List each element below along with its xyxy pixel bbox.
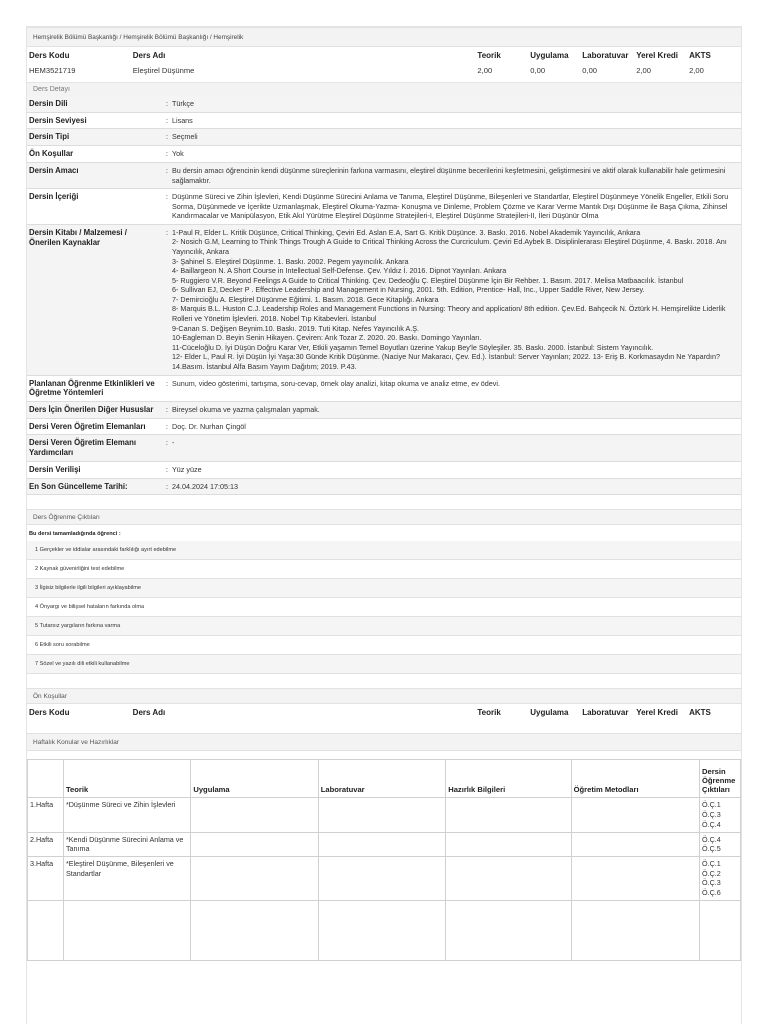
lab-cell — [318, 856, 445, 900]
detail-colon: : — [165, 481, 168, 491]
empty-cell — [63, 900, 190, 960]
detail-row — [27, 462, 741, 479]
detail-colon: : — [165, 438, 168, 448]
theory-cell: *Düşünme Süreci ve Zihin İşlevleri — [63, 798, 190, 832]
empty-cell — [318, 900, 445, 960]
detail-row — [27, 163, 741, 189]
detail-colon: : — [165, 378, 168, 388]
breadcrumb: Hemşirelik Bölümü Başkanlığı / Hemşirelik Bölümü Başkanlığı / Hemşirelik — [27, 27, 741, 47]
theory-cell: *Kendi Düşünme Sürecini Anlama ve Tanıma — [63, 832, 190, 856]
detail-row — [27, 419, 741, 436]
weekly-empty-row — [28, 900, 741, 960]
detail-label: Dersi Veren Öğretim Elemanı Yardımcıları — [29, 438, 137, 458]
empty-cell — [699, 900, 740, 960]
course-code: HEM3521719 — [29, 66, 76, 75]
detail-colon: : — [165, 464, 168, 474]
detail-label: Ders İçin Önerilen Diğer Hususlar — [29, 404, 154, 414]
weekly-topics-table — [27, 759, 741, 960]
detail-colon: : — [165, 99, 168, 108]
practice-cell — [191, 832, 318, 856]
detail-value: 24.04.2024 17:05:13 — [172, 481, 238, 491]
course-name: Eleştirel Düşünme — [132, 66, 195, 75]
week-cell: 2.Hafta — [28, 832, 64, 856]
detail-value: Düşünme Süreci ve Zihin İşlevleri, Kendi Düşünme Sürecini Anlama ve Tanıma, Eleştirel Düşünme, Bileşenleri ve Standartlar, Eleştirel Düşünmeye Yönelik Engeller, Etkili Soru Sorma, Düşünmede ve İçerikte Uzmanlaşmak, Eleştirel Okuma-Yazma- Konuşma ve Dinleme, Problem Çözme ve Karar Verme Mantık Dışı Düşünme ile Başa Çıkma, Zihinsel Kandırmacalar ve Manipülasyon, Etik Akıl Yürütme Eleştirel Düşünme Stratejileri-I, Eleştirel Düşünme Stratejileri-II, İleri Düşünür Olma — [172, 192, 729, 221]
detail-colon: : — [165, 192, 168, 202]
outcome-item: 4 Önyargı ve bilişsel hataların farkında olma — [27, 598, 741, 617]
empty-cell — [191, 900, 318, 960]
weekly-row — [28, 832, 741, 856]
weekly-section-title: Haftalık Konular ve Hazırlıklar — [27, 733, 741, 751]
method-cell — [571, 856, 699, 900]
prereq-header-cell: Ders Kodu — [29, 708, 70, 718]
local-credit: 2,00 — [636, 66, 651, 75]
summary-header-cell: Laboratuvar — [582, 51, 629, 60]
detail-value: Türkçe — [172, 99, 194, 108]
theory-hours: 2,00 — [477, 66, 493, 75]
week-cell: 3.Hafta — [28, 856, 64, 900]
lab-cell — [318, 832, 445, 856]
weekly-row — [28, 798, 741, 832]
detail-label: Dersin Seviyesi — [29, 115, 87, 125]
detail-value: Doç. Dr. Nurhan Çingöl — [172, 421, 246, 431]
detail-label: Dersi Veren Öğretim Elemanları — [29, 421, 146, 431]
weekly-header-row — [28, 760, 741, 798]
detail-colon: : — [165, 404, 168, 414]
prereq-header-cell: Uygulama — [530, 708, 569, 718]
ects: 2,00 — [689, 66, 704, 75]
weekly-header-cell: Teorik — [63, 760, 190, 798]
outcomes-cell: Ö.Ç.4 Ö.Ç.5 — [699, 832, 740, 856]
prereq-header-cell: Ders Adı — [132, 708, 166, 718]
detail-label: Dersin Amacı — [29, 165, 79, 175]
detail-label: Dersin İçeriği — [29, 192, 79, 202]
detail-value: - — [172, 438, 175, 448]
detail-value: Yüz yüze — [172, 464, 202, 474]
detail-label: Ön Koşullar — [29, 149, 74, 159]
outcomes-section-title: Ders Öğrenme Çıktıları — [27, 509, 741, 525]
prereq-header-cell: Laboratuvar — [582, 708, 629, 718]
document-frame — [26, 26, 742, 1024]
summary-header-row — [27, 47, 741, 64]
detail-colon: : — [165, 149, 168, 159]
detail-label: En Son Güncelleme Tarihi: — [29, 481, 128, 491]
weekly-header-cell: Hazırlık Bilgileri — [446, 760, 571, 798]
weekly-header-cell: Uygulama — [191, 760, 318, 798]
empty-cell — [571, 900, 699, 960]
preparation-cell — [446, 798, 571, 832]
detail-row — [27, 146, 741, 163]
detail-value: Lisans — [172, 115, 193, 125]
summary-header-cell: AKTS — [689, 51, 711, 60]
lab-hours: 0,00 — [582, 66, 598, 75]
empty-cell — [28, 900, 64, 960]
detail-section-title: Ders Detayı — [27, 82, 741, 96]
theory-cell: *Eleştirel Düşünme, Bileşenleri ve Standartlar — [63, 856, 190, 900]
detail-label: Planlanan Öğrenme Etkinlikleri ve Öğretme Yöntemleri — [29, 378, 155, 398]
prereq-table — [27, 704, 741, 721]
outcome-item: 1 Gerçekler ve iddialar arasındaki farklılığı ayırt edebilme — [27, 541, 741, 560]
weekly-header-cell: Dersin Öğrenme Çıktıları — [699, 760, 740, 798]
summary-header-cell: Ders Kodu — [29, 51, 70, 60]
detail-row — [27, 402, 741, 419]
detail-colon: : — [165, 132, 168, 142]
outcome-item: 6 Etkili soru sorabilme — [27, 636, 741, 655]
detail-row — [27, 435, 741, 461]
outcomes-cell: Ö.Ç.1 Ö.Ç.3 Ö.Ç.4 — [699, 798, 740, 832]
detail-value: Bireysel okuma ve yazma çalışmaları yapmak. — [172, 404, 320, 414]
detail-row — [27, 129, 741, 146]
prereq-header-cell: AKTS — [689, 708, 711, 718]
summary-header-cell: Teorik — [477, 51, 501, 60]
detail-row — [27, 96, 741, 113]
detail-row — [27, 189, 741, 225]
preparation-cell — [446, 832, 571, 856]
empty-cell — [446, 900, 571, 960]
lab-cell — [318, 798, 445, 832]
detail-label: Dersin Dili — [29, 99, 68, 108]
detail-value: Yok — [172, 149, 184, 159]
outcomes-list — [27, 541, 741, 674]
week-cell: 1.Hafta — [28, 798, 64, 832]
detail-row — [27, 225, 741, 376]
practice-cell — [191, 798, 318, 832]
detail-value: Bu dersin amacı öğrencinin kendi düşünme süreçlerinin farkına varmasını, eleştirel düşünme becerilerini keşfetmesini, geliştirmesini ve aktif olarak kullanabilir hale getirmesini sağlamaktır. — [172, 165, 726, 185]
weekly-header-cell — [28, 760, 64, 798]
outcome-item: 7 Sözel ve yazılı dili etkili kullanabilme — [27, 655, 741, 674]
prereq-header-row — [27, 704, 741, 721]
detail-colon: : — [165, 421, 168, 431]
detail-label: Dersin Tipi — [29, 132, 70, 142]
preparation-cell — [446, 856, 571, 900]
weekly-row — [28, 856, 741, 900]
detail-value: 1-Paul R, Elder L. Kritik Düşünce, Critical Thinking, Çeviri Ed. Aslan E.A, Sart G. Kritik Düşünce. 3. Baskı. 2016. Nobel Akademik Yayıncılık, Ankara 2- Nosich G.M, Learning to Think Things Trough A Guide to Critical Thinking Across the Curcriculum. Çeviri Ed.Aybek B. Disiplinlerarası Eleştirel Düşünme, 4. Baskı. 2018. Anı Yayıncılık, Ankara 3- Şahinel S. Eleştirel Düşünme. 1. Baskı. 2002. Pegem yayıncılık. Ankara 4- Baillargeon N. A Short Course in Intellectual Self-Defense. Çev. Yıldız İ. 2016. Dipnot Yayınları. Ankara 5- Ruggiero V.R. Beyond Feelings A Guide to Critical Thinking. Çev. Dedeoğlu Ç. Eleştirel Düşünme İçin Bir Rehber. 1. Basım. 2017. Melisa Matbaacılık. İstanbul 6- Sullivan EJ, Decker P . Effective Leadership and Management in Nursing, 2001. 5th. Edition, Prentice- Hall, Inc., Upper Saddle River, New Jersey. 7- Demircioğlu A. Eleştirel Düşünme Eğitimi. 1. Basım. 2018. Gece Kitaplığı. Ankara 8- Marquis B.L. Huston C.J. Leadership Roles and Management Functions in Nursing: Theory and application/ 8th edition. Çev.Ed. Bahçecik N. Öztürk H. Hemşirelikte Liderlik Rolleri ve Yönetim İşlevleri. 2018. Nobel Tıp Kitabevleri. İstanbul 9-Canan S. Değişen Beynim.10. Baskı. 2019. Tuti Kitap. Nefes Yayıncılık A.Ş. 10-Eagleman D. Beyin Senin Hikayen. Çeviren: Arık Tozar Z. 2020. 20. Baskı. Domingo Yayınları. 11-Cüceloğlu D. İyi Düşün Doğru Karar Ver, Etkili yaşamın Temel Boyutları üzerine Yakup Bey'le Söyleşiler. 35. Baskı. 2000. İstanbul: Sistem Yayıncılık. 12- Elder L, Paul R. İyi Düşün İyi Yaşa:30 Günde Kritik Düşünme. (Naciye Nur Makaracı, Çev. Ed.). İstanbul: Server Yayınları; 2022. 13- Eriş B. Korkmasaydın Ne Yapardın? 14.Basım. İstanbul Alfa Basım Yayım Dağıtım; 2019. P.43. — [172, 227, 727, 371]
summary-row — [27, 64, 741, 79]
weekly-header-cell: Öğretim Metodları — [571, 760, 699, 798]
detail-row — [27, 376, 741, 402]
course-detail-list — [27, 96, 741, 495]
summary-header-cell: Ders Adı — [132, 51, 166, 60]
detail-label: Dersin Verilişi — [29, 464, 81, 474]
outcome-item: 3 İlgisiz bilgilerle ilgili bilgileri ayıklayabilme — [27, 579, 741, 598]
outcome-item: 2 Kaynak güvenirliğini test edebilme — [27, 560, 741, 579]
prereq-header-cell: Yerel Kredi — [636, 708, 678, 718]
practice-hours: 0,00 — [530, 66, 546, 75]
detail-value: Sunum, video gösterimi, tartışma, soru-cevap, örnek olay analizi, kitap okuma ve analiz etme, ev ödevi. — [172, 378, 500, 388]
prereq-section-title: Ön Koşullar — [27, 688, 741, 704]
outcome-item: 5 Tutarsız yargıların farkına varma — [27, 617, 741, 636]
detail-row — [27, 113, 741, 130]
detail-colon: : — [165, 115, 168, 125]
summary-header-cell: Yerel Kredi — [636, 51, 679, 60]
detail-value: Seçmeli — [172, 132, 198, 142]
summary-header-cell: Uygulama — [530, 51, 569, 60]
detail-colon: : — [165, 165, 168, 175]
detail-colon: : — [165, 227, 168, 237]
outcomes-cell: Ö.Ç.1 Ö.Ç.2 Ö.Ç.3 Ö.Ç.6 — [699, 856, 740, 900]
prereq-header-cell: Teorik — [477, 708, 501, 718]
method-cell — [571, 798, 699, 832]
detail-label: Dersin Kitabı / Malzemesi / Önerilen Kaynaklar — [29, 227, 127, 247]
detail-row — [27, 479, 741, 496]
method-cell — [571, 832, 699, 856]
course-summary-table — [27, 47, 741, 79]
outcomes-intro: Bu dersi tamamladığında öğrenci : — [29, 531, 121, 538]
practice-cell — [191, 856, 318, 900]
weekly-header-cell: Laboratuvar — [318, 760, 445, 798]
